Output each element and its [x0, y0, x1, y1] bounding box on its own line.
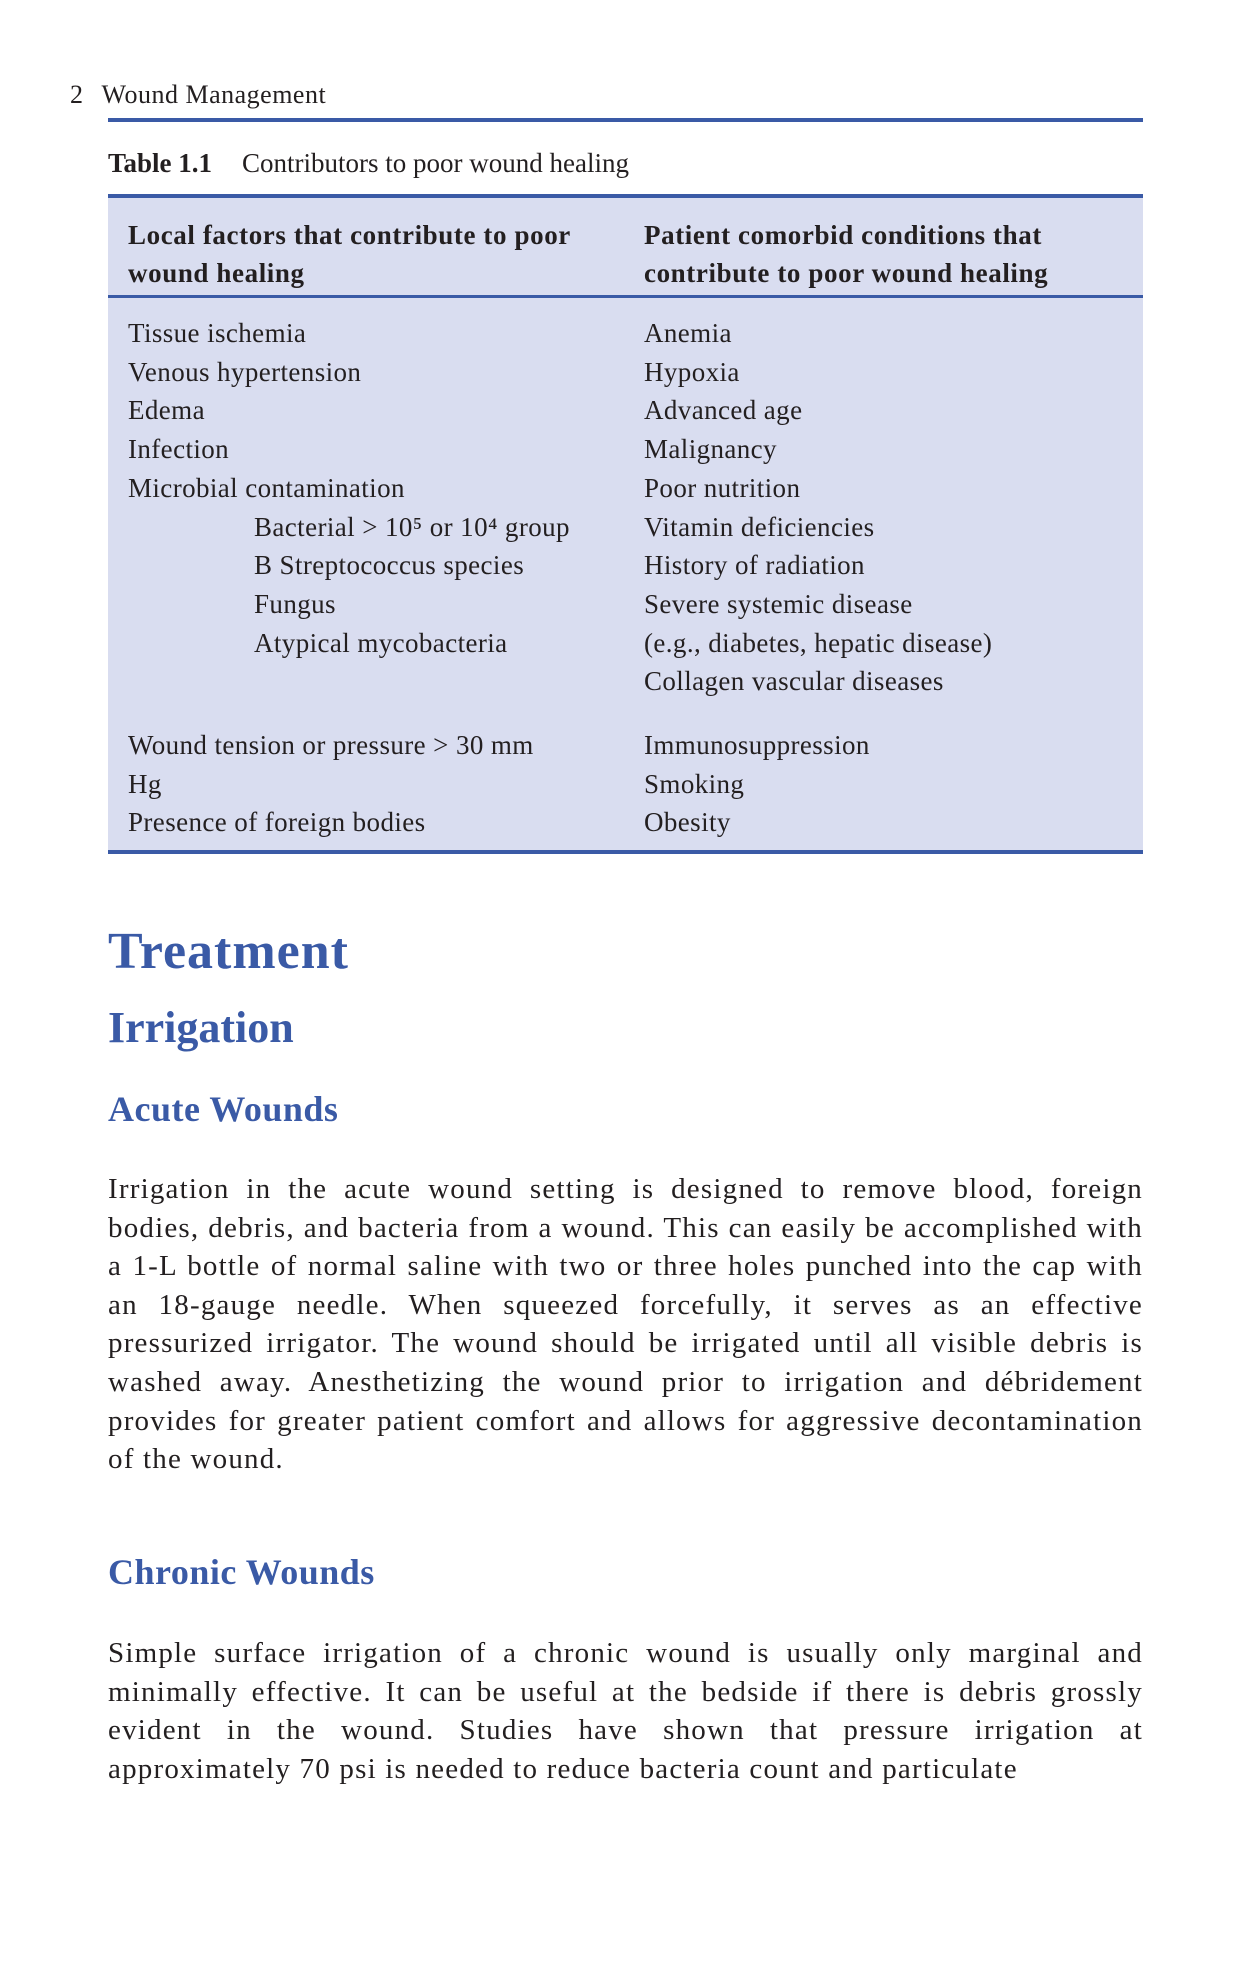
running-title: Wound Management [101, 80, 327, 109]
table-cell: Presence of foreign bodies [128, 807, 426, 838]
table-title: Contributors to poor wound healing [242, 148, 630, 178]
table-cell: Hg [128, 768, 162, 799]
table-cell: Venous hypertension [128, 356, 362, 387]
table-cell: Microbial contamination [128, 472, 405, 503]
table-cell: Collagen vascular diseases [644, 666, 944, 697]
local-factors-column [128, 314, 628, 842]
table-cell: Advanced age [644, 395, 803, 426]
table-subcell: Bacterial > 10⁵ or 10⁴ group [254, 511, 570, 542]
heading-irrigation: Irrigation [108, 1003, 294, 1052]
table-cell: Infection [128, 434, 230, 465]
table-subcell: Atypical mycobacteria [254, 627, 508, 658]
running-head [70, 80, 326, 110]
table-cell: Tissue ischemia [128, 318, 307, 348]
table-cell: Smoking [644, 768, 745, 799]
table-cell: Vitamin deficiencies [644, 511, 875, 542]
paragraph-chronic-wounds: Simple surface irrigation of a chronic wound is usually only marginal and minimally effective. It can be useful at the bedside if there is debris grossly evident in the wound. Studies have shown that pressure irrigation at approximately 70 psi is needed to reduce bacteria count and particulate [108, 1637, 1143, 1785]
header-rule [108, 118, 1143, 122]
table-subcell: Fungus [254, 588, 336, 619]
table-cell: Obesity [644, 807, 731, 838]
table-cell: (e.g., diabetes, hepatic disease) [644, 627, 993, 658]
heading-chronic-wounds: Chronic Wounds [108, 1552, 375, 1592]
table-cell: Wound tension or pressure > 30 mm [128, 730, 534, 761]
contributors-table [108, 194, 1143, 854]
table-header-row [108, 198, 1143, 298]
table-cell: Anemia [644, 318, 732, 348]
heading-treatment: Treatment [108, 923, 349, 980]
table-cell: Edema [128, 395, 205, 426]
table-spacer [128, 701, 628, 726]
table-spacer [644, 701, 1124, 726]
table-cell: Malignancy [644, 434, 777, 465]
table-cell: Severe systemic disease [644, 588, 913, 619]
page-number: 2 [70, 80, 84, 109]
table-number: Table 1.1 [108, 148, 213, 178]
table-header-comorbid-conditions: Patient comorbid conditions that contribute to poor wound healing [644, 220, 1049, 288]
paragraph-acute-wounds: Irrigation in the acute wound setting is designed to remove blood, foreign bodies, debris, and bacteria from a wound. This can easily be accomplished with a 1-L bottle of normal saline with two or three holes punched into the cap with an 18-gauge needle. When squeezed forcefully, it serves as an effective pressurized irrigator. The wound should be irrigated until all visible debris is washed away. Anesthetizing the wound prior to irrigation and débridement provides for greater patient comfort and allows for aggressive decontamination of the wound. [108, 1173, 1143, 1476]
table-header-local-factors: Local factors that contribute to poor wound healing [128, 220, 571, 288]
table-caption [108, 148, 629, 179]
comorbid-conditions-column [644, 314, 1124, 842]
table-cell: History of radiation [644, 550, 865, 581]
table-cell-empty [128, 662, 628, 701]
heading-acute-wounds: Acute Wounds [108, 1089, 339, 1129]
table-cell: Immunosuppression [644, 730, 870, 761]
table-cell: Poor nutrition [644, 472, 801, 503]
table-cell: Hypoxia [644, 356, 740, 387]
table-subcell: B Streptococcus species [254, 550, 525, 581]
